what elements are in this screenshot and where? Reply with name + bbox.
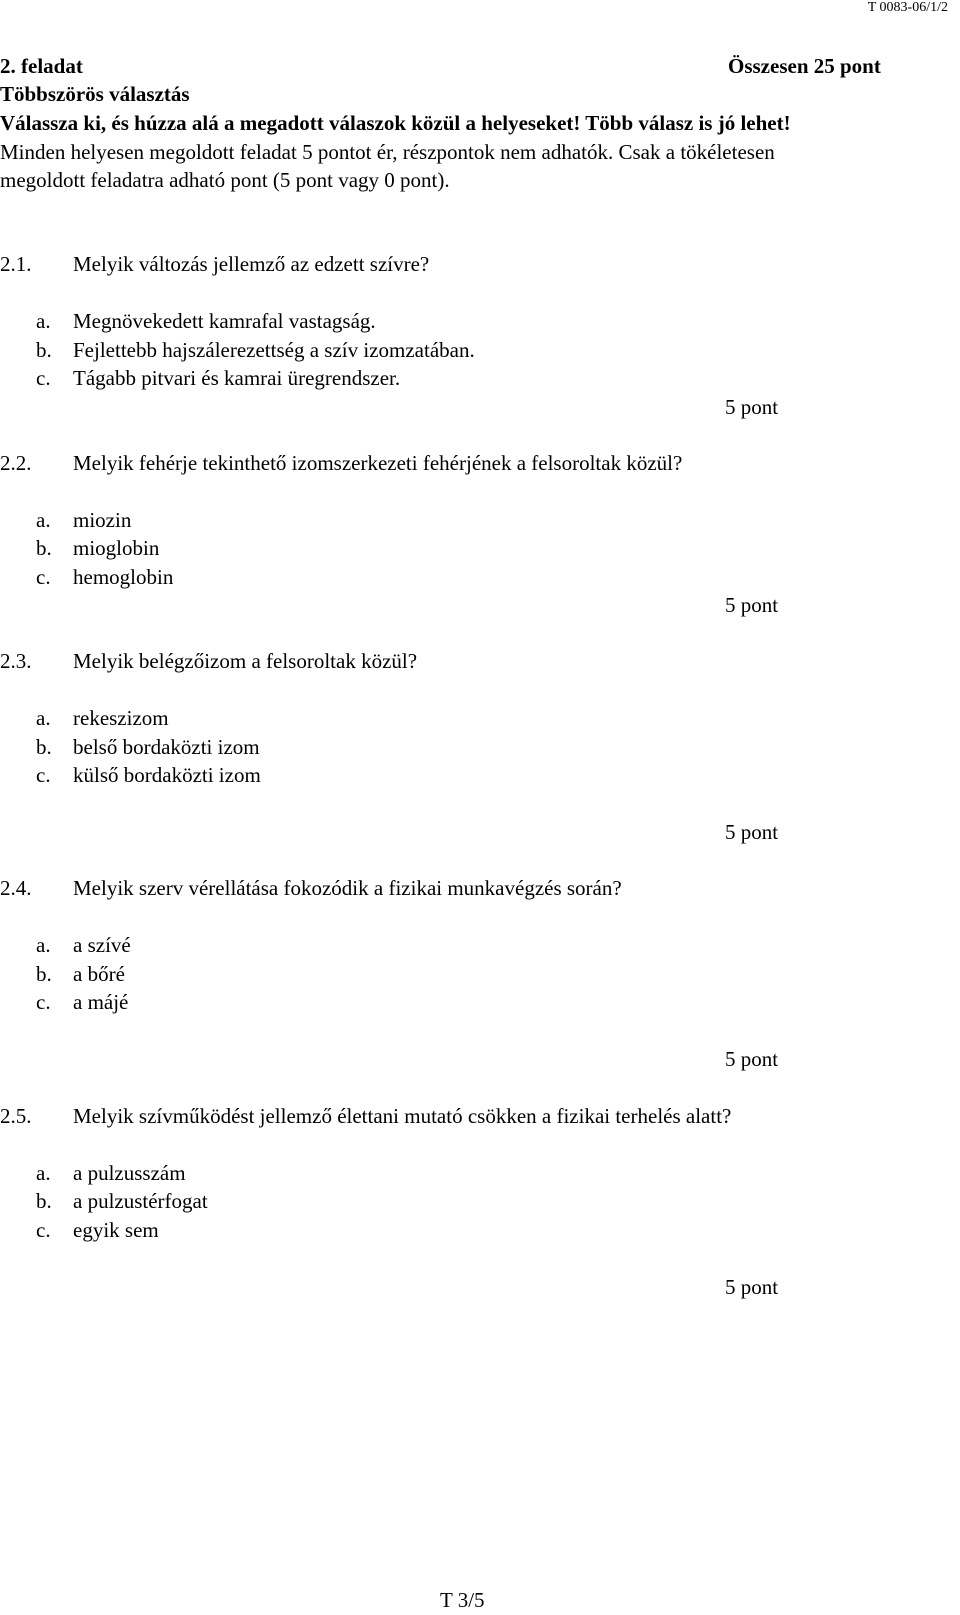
option-2-2-b[interactable]: [36, 536, 736, 564]
task-type: Többszörös választás: [0, 82, 190, 106]
question-2-3: [0, 649, 900, 677]
option-text: rekeszizom: [73, 706, 169, 730]
question-points: 5 pont: [725, 593, 779, 617]
task-instruction: Válassza ki, és húzza alá a megadott válaszok közül a helyeseket! Több válasz is jó lehet!: [0, 111, 791, 135]
question-points: 5 pont: [725, 820, 779, 844]
option-text: külső bordaközti izom: [73, 763, 261, 787]
option-letter: b.: [36, 536, 52, 560]
option-letter: a.: [36, 508, 51, 532]
option-text: miozin: [73, 508, 132, 532]
question-2-1: [0, 252, 900, 280]
option-2-1-a[interactable]: [36, 309, 736, 337]
question-text: Melyik fehérje tekinthető izomszerkezeti fehérjének a felsoroltak közül?: [73, 451, 683, 475]
option-text: egyik sem: [73, 1218, 159, 1242]
option-2-5-a[interactable]: [36, 1161, 736, 1189]
option-2-3-b[interactable]: [36, 735, 736, 763]
question-number: 2.2.: [0, 451, 32, 475]
document-code: T 0083-06/1/2: [867, 0, 948, 15]
option-2-3-a[interactable]: [36, 706, 736, 734]
option-text: hemoglobin: [73, 565, 174, 589]
option-letter: b.: [36, 1189, 52, 1213]
option-2-5-c[interactable]: [36, 1218, 736, 1246]
option-letter: c.: [36, 990, 51, 1014]
option-2-1-c[interactable]: [36, 366, 736, 394]
option-2-2-a[interactable]: [36, 508, 736, 536]
task-total-points: Összesen 25 pont: [728, 54, 881, 78]
question-text: Melyik változás jellemző az edzett szívre?: [73, 252, 430, 276]
option-2-1-b[interactable]: [36, 338, 736, 366]
task-rules-line-2: megoldott feladatra adható pont (5 pont vagy 0 pont).: [0, 168, 450, 192]
option-letter: a.: [36, 933, 51, 957]
option-2-4-a[interactable]: [36, 933, 736, 961]
option-text: a pulzusszám: [73, 1161, 186, 1185]
question-points: 5 pont: [725, 1275, 779, 1299]
option-2-3-c[interactable]: [36, 763, 736, 791]
question-2-4: [0, 876, 900, 904]
option-letter: c.: [36, 366, 51, 390]
question-number: 2.4.: [0, 876, 32, 900]
option-letter: a.: [36, 1161, 51, 1185]
option-text: belső bordaközti izom: [73, 735, 260, 759]
question-points: 5 pont: [725, 1047, 779, 1071]
question-number: 2.1.: [0, 252, 32, 276]
question-2-2: [0, 451, 900, 479]
option-letter: c.: [36, 763, 51, 787]
option-text: Megnövekedett kamrafal vastagság.: [73, 309, 376, 333]
page-number: T 3/5: [440, 1588, 485, 1612]
option-letter: b.: [36, 735, 52, 759]
option-letter: c.: [36, 565, 51, 589]
option-2-2-c[interactable]: [36, 565, 736, 593]
task-rules-line-1: Minden helyesen megoldott feladat 5 pontot ér, részpontok nem adhatók. Csak a tökéletesen: [0, 140, 775, 164]
question-points: 5 pont: [725, 395, 779, 419]
question-2-5: [0, 1104, 900, 1132]
option-text: Fejlettebb hajszálerezettség a szív izomzatában.: [73, 338, 475, 362]
option-letter: a.: [36, 706, 51, 730]
option-2-4-c[interactable]: [36, 990, 736, 1018]
option-text: a pulzustérfogat: [73, 1189, 208, 1213]
option-letter: a.: [36, 309, 51, 333]
option-letter: b.: [36, 338, 52, 362]
question-number: 2.5.: [0, 1104, 32, 1128]
option-2-4-b[interactable]: [36, 962, 736, 990]
option-text: a májé: [73, 990, 129, 1014]
question-text: Melyik szerv vérellátása fokozódik a fizikai munkavégzés során?: [73, 876, 622, 900]
question-text: Melyik belégzőizom a felsoroltak közül?: [73, 649, 418, 673]
task-title: 2. feladat: [0, 54, 83, 78]
option-text: mioglobin: [73, 536, 160, 560]
question-text: Melyik szívműködést jellemző élettani mutató csökken a fizikai terhelés alatt?: [73, 1104, 732, 1128]
option-letter: c.: [36, 1218, 51, 1242]
option-text: a szívé: [73, 933, 131, 957]
option-2-5-b[interactable]: [36, 1189, 736, 1217]
option-text: Tágabb pitvari és kamrai üregrendszer.: [73, 366, 401, 390]
question-number: 2.3.: [0, 649, 32, 673]
option-text: a bőré: [73, 962, 125, 986]
option-letter: b.: [36, 962, 52, 986]
